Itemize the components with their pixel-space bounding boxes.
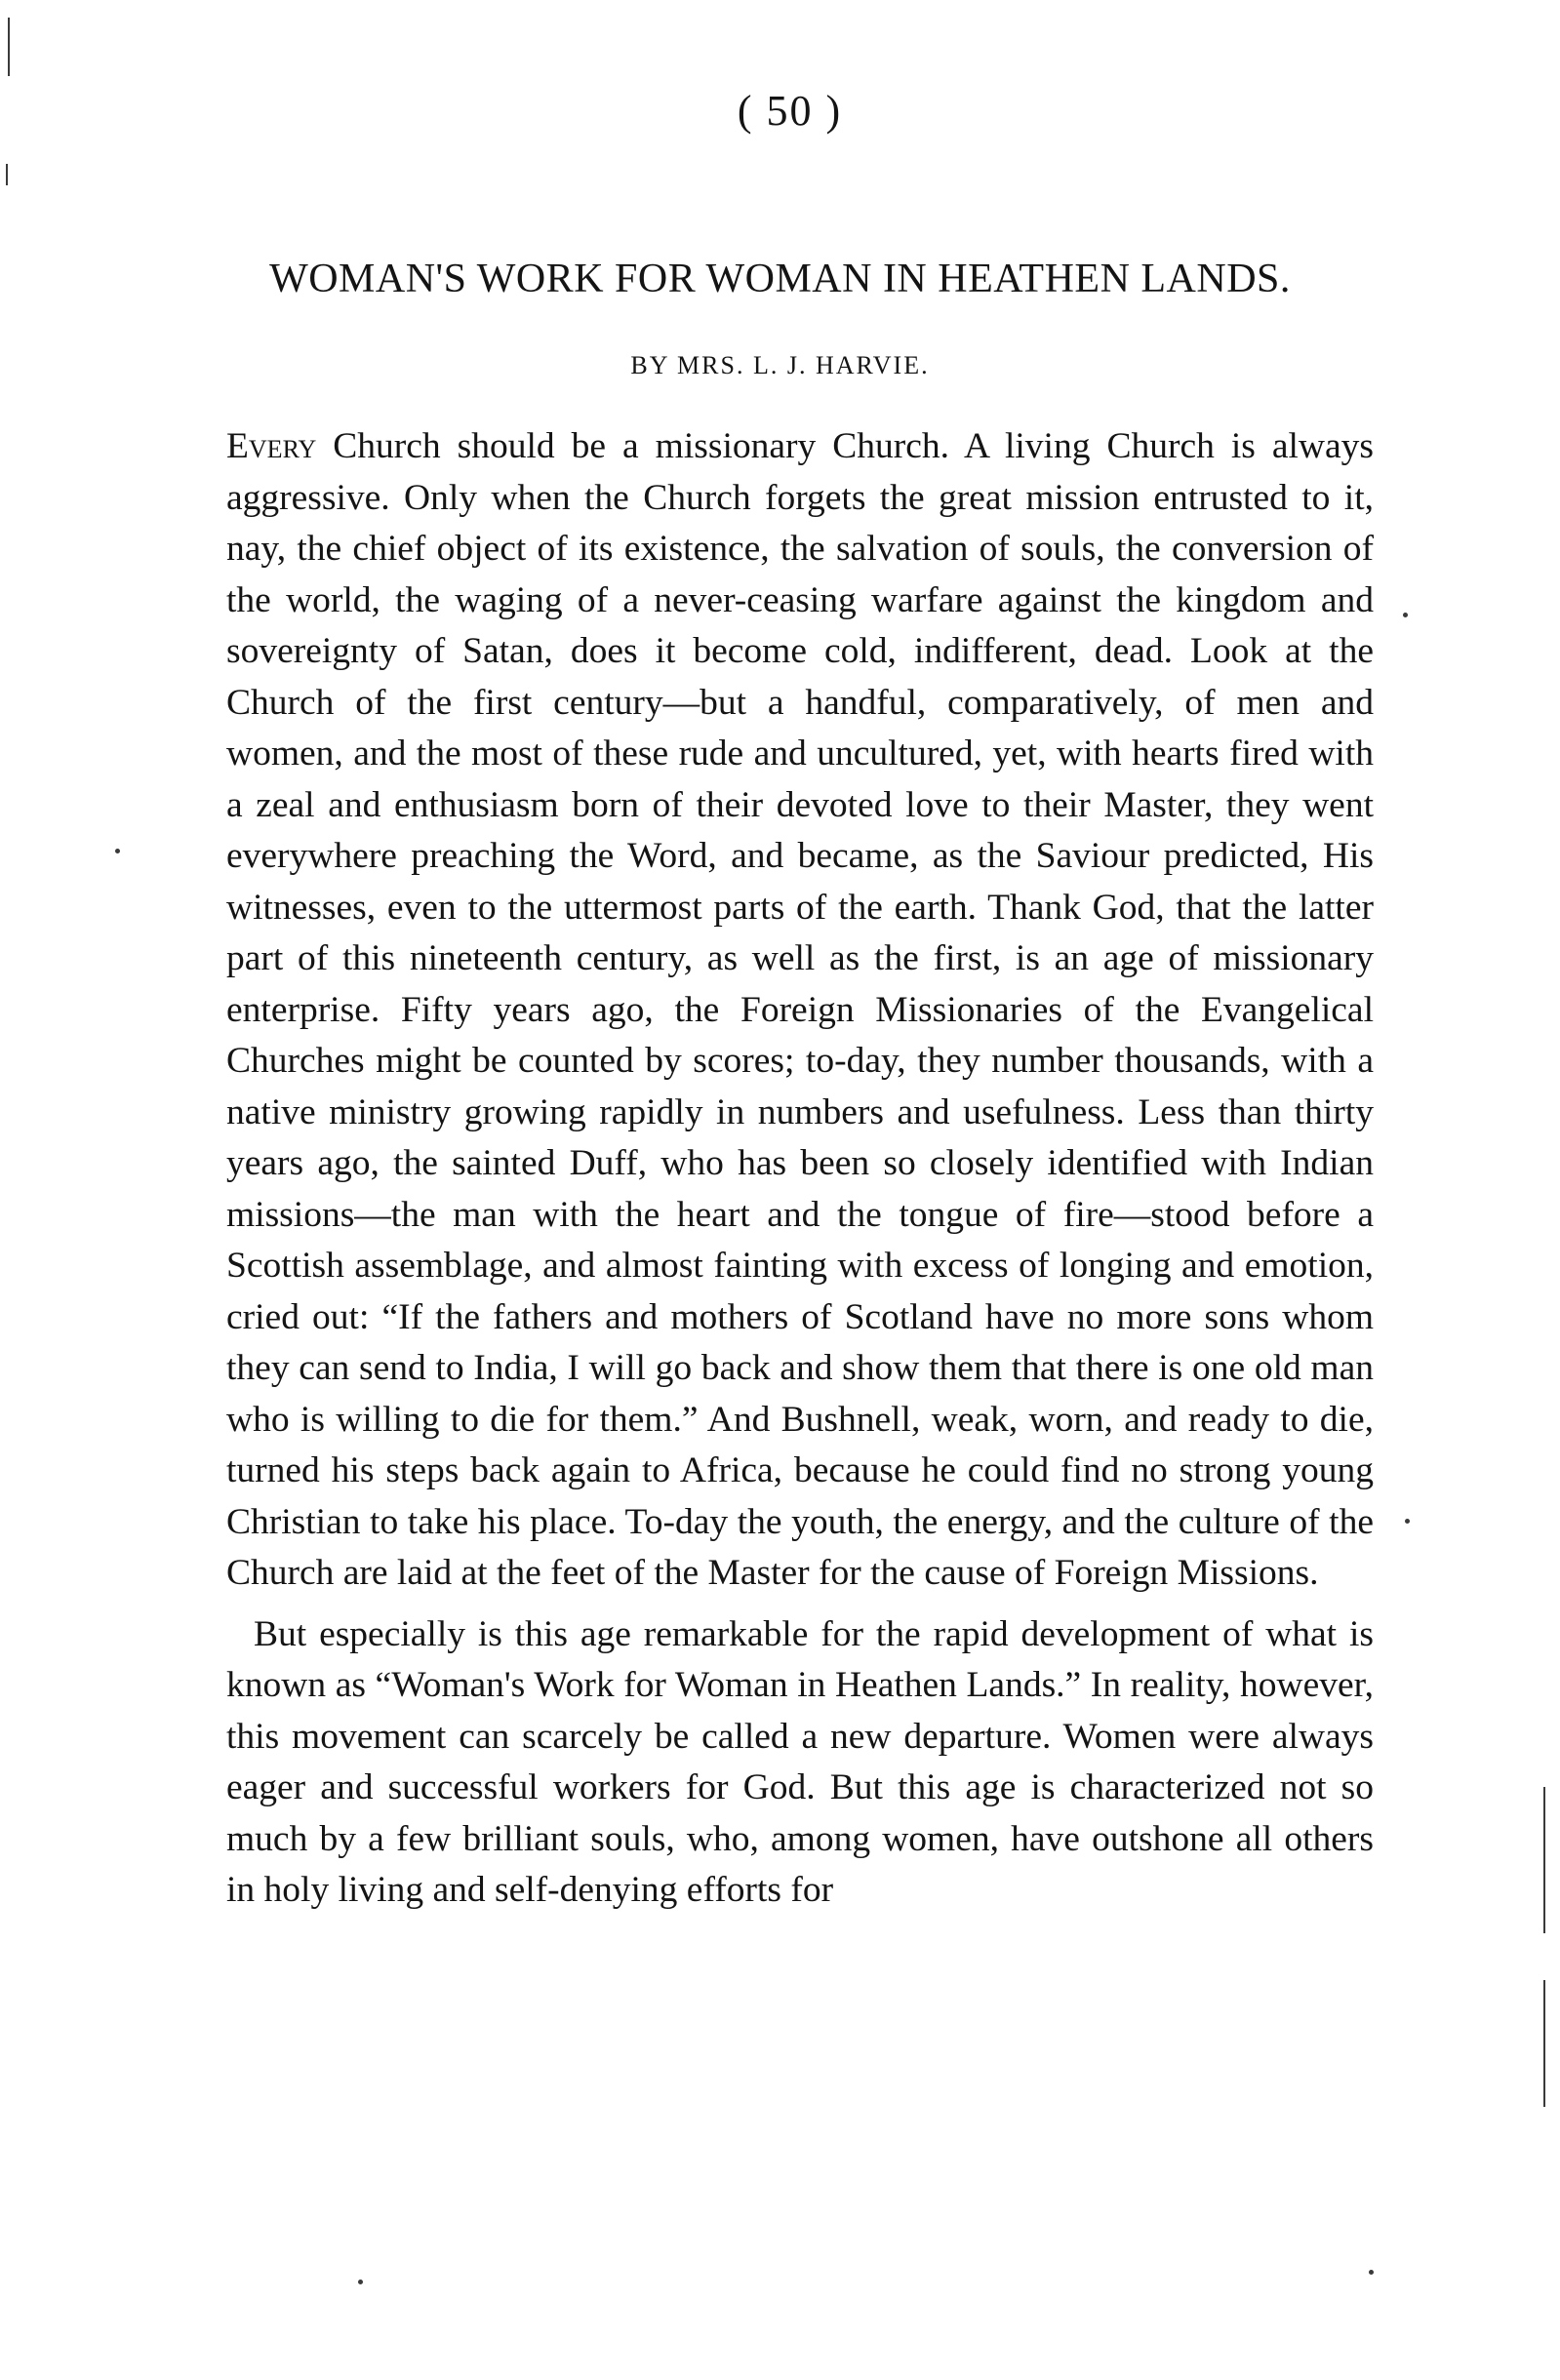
scan-mark-left-1 [8, 18, 10, 76]
paragraph-1-lead-word: Every [226, 426, 317, 466]
article-title: WOMAN'S WORK FOR WOMAN IN HEATHEN LANDS. [269, 257, 1291, 301]
scan-mark-left-2 [6, 164, 8, 185]
article-body [226, 421, 1374, 1917]
scan-speck-2 [115, 849, 120, 853]
scan-mark-right-2 [1543, 1980, 1545, 2107]
paragraph-1 [226, 421, 1374, 1600]
scan-mark-right-1 [1543, 1787, 1545, 1933]
scan-speck-4 [358, 2280, 363, 2284]
page-number [0, 86, 1560, 136]
article-byline: BY MRS. L. J. HARVIE. [630, 351, 930, 379]
paragraph-1-text: Church should be a missionary Church. A living Church is always aggressive. Only when the Church forgets the great mission entrusted to it, nay, the chief object of its existence, the salvation of souls, the conversion of the world, the waging of a never-ceasing warfare against the kingdom and sovereignty of Satan, does it become cold, indifferent, dead. Look at the Church of the first century—but a handful, comparatively, of men and women, and the most of these rude and uncultured, yet, with hearts fired with a zeal and enthusiasm born of their devoted love to their Master, they went everywhere preaching the Word, and became, as the Saviour predicted, His witnesses, even to the uttermost parts of the earth. Thank God, that the latter part of this nineteenth century, as well as the first, is an age of missionary enterprise. Fifty years ago, the Foreign Missionaries of the Evangelical Churches might be counted by scores; to-day, they number thousands, with a native ministry growing rapidly in numbers and usefulness. Less than thirty years ago, the sainted Duff, who has been so closely identified with Indian missions—the man with the heart and the tongue of fire—stood before a Scottish assemblage, and almost fainting with excess of longing and emotion, cried out: “If the fathers and mothers of Scotland have no more sons whom they can send to India, I will go back and show them that there is one old man who is willing to die for them.” And Bushnell, weak, worn, and ready to die, turned his steps back again to Africa, because he could find no strong young Christian to take his place. To-day the youth, the energy, and the culture of the Church are laid at the feet of the Master for the cause of Foreign Missions. [226, 426, 1374, 1593]
scan-speck-5 [1369, 2270, 1374, 2275]
scan-speck-1 [1403, 613, 1408, 617]
paragraph-2: But especially is this age remarkable for the rapid development of what is known as “Woman's Work for Woman in Heathen Lands.” In reality, however, this movement can scarcely be called a new departure. Women were always eager and successful workers for God. But this age is characterized not so much by a few brilliant souls, who, among women, have outshone all others in holy living and self-denying efforts for [226, 1613, 1374, 1910]
scan-speck-3 [1405, 1519, 1410, 1524]
page-number-text: ( 50 ) [737, 87, 843, 135]
